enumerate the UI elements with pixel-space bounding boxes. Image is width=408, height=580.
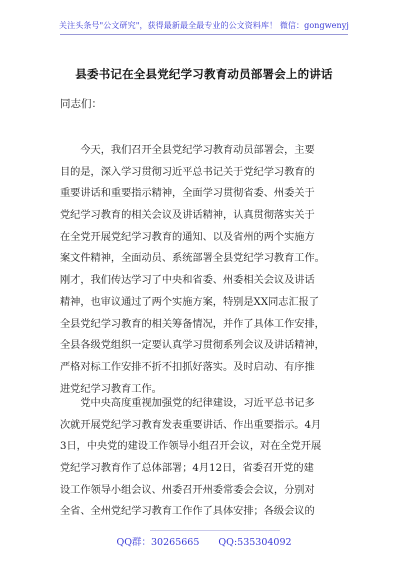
paragraph-line: 党纪学习教育作了总体部署；4月12日，省委召开党的建: [60, 463, 314, 475]
paragraph-line: 严格对标工作安排不折不扣抓好落实。及时启动、有序推: [60, 361, 315, 373]
paragraph-line: 重要讲话和重要指示精神，全面学习贯彻省委、州委关于: [60, 188, 315, 200]
paragraph-line: 全省、全州党纪学习教育工作作了具体安排；各级会议的: [60, 506, 315, 518]
paragraph-line: 全县各级党组织一定要认真学习贯彻系列会议及讲话精神，: [60, 340, 325, 352]
paragraph-line: 全县党纪学习教育的相关筹备情况，并作了具体工作安排，: [60, 318, 325, 330]
paragraph-line: 目的是，深入学习贯彻习近平总书记关于党纪学习教育的: [60, 166, 315, 178]
paragraph-line: 精神，也审议通过了两个实施方案，特别是XX同志汇报了: [60, 296, 320, 308]
paragraph-line: 案文件精神，全面动员、系统部署全县党纪学习教育工作。: [60, 253, 325, 265]
salutation: 同志们：: [60, 98, 102, 110]
header-banner: 关注头条号"公文研究"，获得最新最全最专业的公文资料库！ 微信：gongwenyj: [59, 21, 349, 30]
document-title: 县委书记在全县党纪学习教育动员部署会上的讲话: [75, 67, 333, 81]
paragraph-line: 在全党开展党纪学习教育的通知、以及省州的两个实施方: [60, 231, 315, 243]
paragraph-2: [60, 393, 350, 523]
paragraph-line: 进党纪学习教育工作。: [60, 383, 162, 395]
paragraph-line: 刚才，我们传达学习了中央和省委、州委相关会议及讲话: [60, 275, 315, 287]
paragraph-1: [60, 140, 350, 400]
paragraph-line: 今天，我们召开全县党纪学习教育动员部署会，主要: [60, 145, 315, 156]
footer-divider: [150, 530, 280, 531]
header-divider: [60, 34, 348, 35]
paragraph-line: 次就开展党纪学习教育发表重要讲话、作出重要指示。4月: [60, 419, 322, 431]
footer-qq-contact: QQ群：30265665 QQ:535304092: [116, 537, 292, 548]
paragraph-line: 党纪学习教育的相关会议及讲话精神，认真贯彻落实关于: [60, 210, 315, 222]
paragraph-line: 党中央高度重视加强党的纪律建设，习近平总书记多: [60, 398, 315, 409]
paragraph-line: 3日，中央党的建设工作领导小组召开会议，对在全党开展: [60, 441, 322, 453]
paragraph-line: 设工作领导小组会议、州委召开州委常委会会议，分别对: [60, 484, 315, 496]
